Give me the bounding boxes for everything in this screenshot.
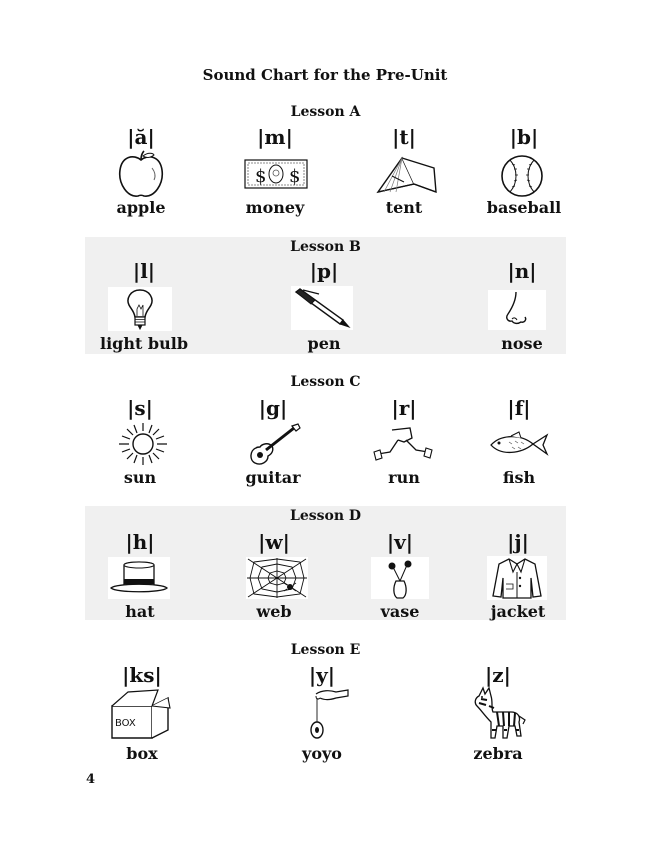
svg-text:$: $ [289, 166, 301, 187]
hat-icon [108, 557, 170, 599]
sound-word: guitar [245, 468, 301, 487]
sound-item-baseball [464, 104, 584, 222]
lesson-title: Lesson C [290, 374, 361, 390]
sound-word: pen [307, 334, 341, 353]
sound-symbol: |p| [309, 259, 339, 283]
sound-word: nose [501, 334, 543, 353]
lesson-e [85, 640, 566, 768]
sound-item-guitar [213, 374, 333, 490]
page-number: 4 [86, 772, 96, 787]
sound-symbol: |f| [507, 396, 531, 420]
sound-item-vase [340, 506, 460, 620]
sound-item-pen [264, 237, 384, 354]
sound-word: hat [125, 602, 155, 621]
lesson-b [85, 237, 566, 354]
sound-item-nose [462, 237, 582, 354]
sound-item-hat [80, 506, 200, 620]
lesson-c [85, 374, 566, 490]
sound-item-jacket [458, 506, 578, 620]
guitar-icon [246, 422, 304, 466]
lesson-title: Lesson A [290, 104, 361, 120]
sound-symbol: |ă| [127, 125, 155, 149]
sound-item-tent [344, 104, 464, 222]
sound-symbol: |r| [391, 396, 417, 420]
sound-word: web [256, 602, 292, 621]
lesson-title: Lesson B [290, 239, 361, 255]
sound-symbol: |n| [507, 259, 537, 283]
svg-text:$: $ [255, 166, 267, 187]
sound-symbol: |y| [308, 663, 336, 687]
sound-symbol: |v| [386, 530, 414, 554]
light-bulb-icon [108, 287, 172, 331]
run-icon [370, 424, 436, 464]
sound-word: yoyo [302, 744, 342, 763]
sound-item-run [344, 374, 464, 490]
lesson-d [85, 506, 566, 620]
sound-word: vase [380, 602, 420, 621]
apple-icon [116, 150, 166, 200]
sound-symbol: |t| [392, 125, 416, 149]
money-icon [244, 159, 308, 189]
sound-word: sun [123, 468, 157, 487]
sound-symbol: |s| [127, 396, 153, 420]
sound-item-web [214, 506, 334, 620]
sound-symbol: |g| [258, 396, 288, 420]
sound-word: fish [502, 468, 536, 487]
sound-symbol: |j| [507, 530, 529, 554]
lesson-title: Lesson E [290, 642, 361, 658]
sun-icon [115, 422, 171, 466]
sound-symbol: |b| [509, 125, 539, 149]
sound-word: tent [385, 198, 423, 217]
jacket-icon [487, 556, 547, 600]
sound-symbol: |ks| [122, 663, 162, 687]
sound-word: apple [116, 198, 166, 217]
zebra-icon [469, 686, 529, 742]
sound-word: money [245, 198, 305, 217]
sound-word: jacket [490, 602, 546, 621]
sound-symbol: |w| [258, 530, 290, 554]
sound-symbol: |l| [132, 259, 156, 283]
sound-word: light bulb [99, 334, 189, 353]
page-title: Sound Chart for the Pre-Unit [202, 66, 448, 84]
sound-word: box [126, 744, 158, 763]
sound-item-money [215, 104, 335, 222]
sound-word: baseball [486, 198, 562, 217]
sound-item-fish [459, 374, 579, 490]
tent-icon [374, 154, 438, 196]
sound-symbol: |z| [485, 663, 511, 687]
box-icon [108, 688, 174, 740]
sound-symbol: |h| [125, 530, 155, 554]
sound-item-box [82, 640, 202, 768]
sound-word: zebra [473, 744, 523, 763]
nose-icon [488, 290, 546, 330]
sound-item-light-bulb [84, 237, 204, 354]
lesson-a [85, 104, 566, 222]
sound-item-sun [80, 374, 200, 490]
sound-symbol: |m| [257, 125, 293, 149]
sound-item-apple [81, 104, 201, 222]
vase-icon [371, 557, 429, 599]
pen-icon [291, 286, 353, 330]
web-icon [246, 557, 308, 599]
sound-item-yoyo [262, 640, 382, 768]
sound-item-zebra [438, 640, 558, 768]
yoyo-icon [302, 686, 352, 740]
sound-word: run [388, 468, 420, 487]
fish-icon [487, 430, 551, 460]
lesson-title: Lesson D [289, 508, 362, 524]
baseball-icon [500, 155, 544, 197]
box-label: BOX [115, 718, 136, 729]
